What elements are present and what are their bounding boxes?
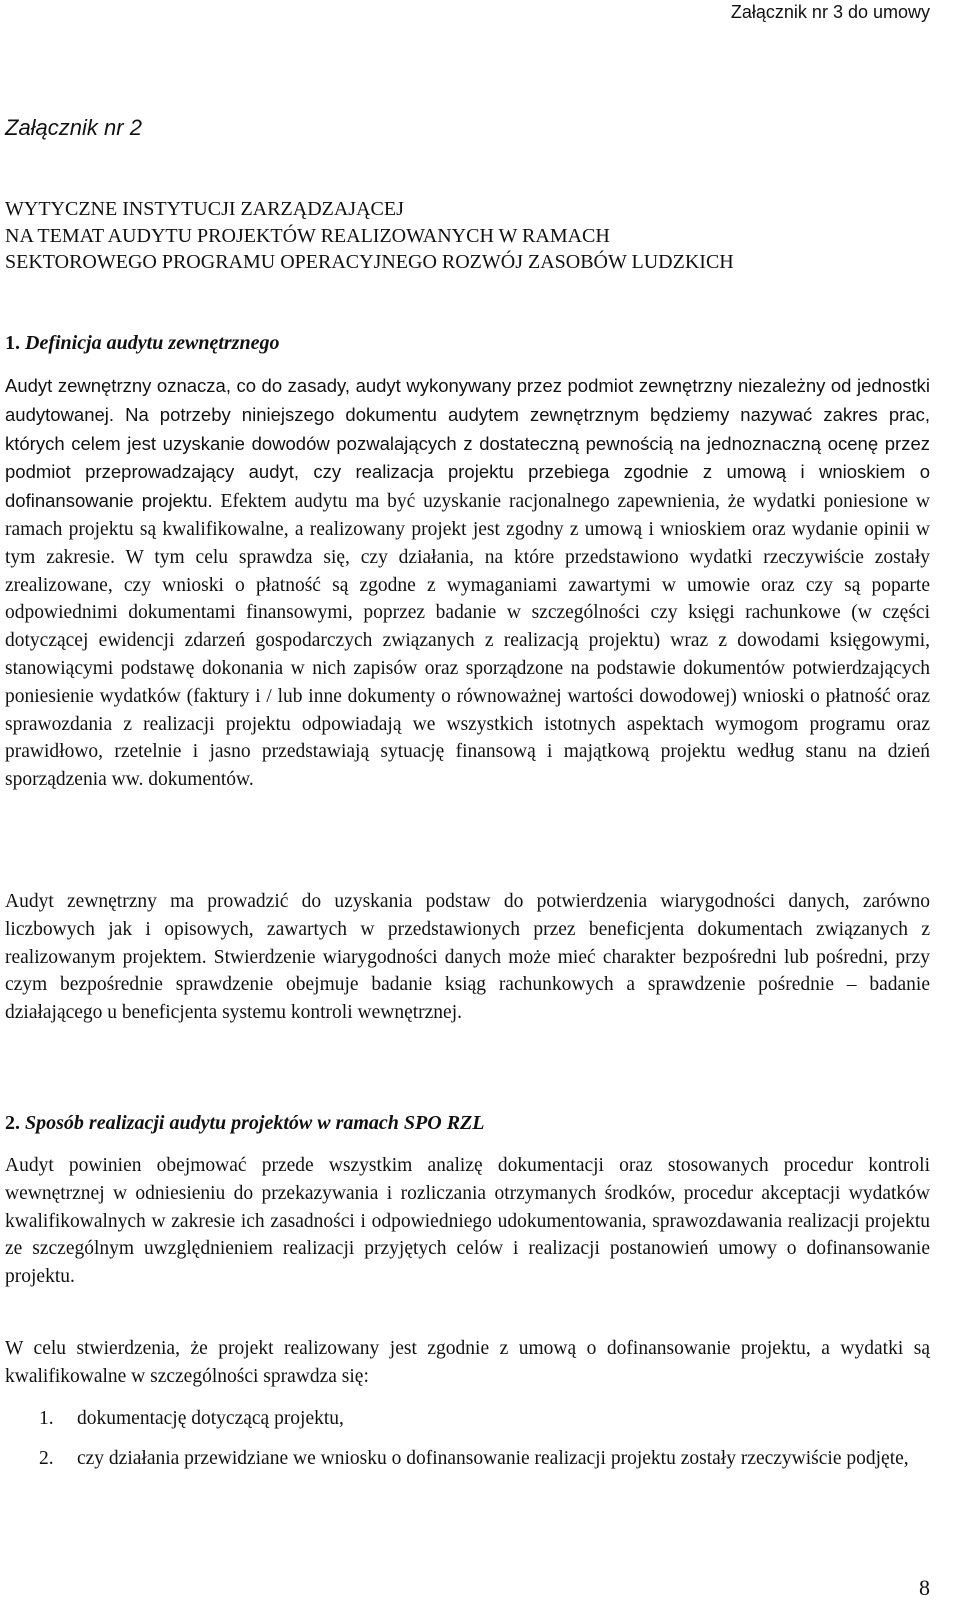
document-page (5, 0, 930, 1613)
list-item-marker: 2. (39, 1447, 54, 1469)
section-1-paragraph-1 (5, 372, 930, 794)
section-2-heading (5, 1110, 484, 1136)
section-1-number: 1. (5, 332, 20, 354)
list-item-marker: 1. (39, 1408, 54, 1429)
guideline-title (5, 196, 734, 276)
section-1-title: Definicja audytu zewnętrznego (25, 332, 280, 354)
list-item (5, 1405, 930, 1433)
guideline-title-line-3: SEKTOROWEGO PROGRAMU OPERACYJNEGO ROZWÓJ ZASOBÓW LUDZKICH (5, 251, 734, 273)
guideline-title-line-2: NA TEMAT AUDYTU PROJEKTÓW REALIZOWANYCH W RAMACH (5, 224, 610, 247)
section-1-paragraph-1-rest: Efektem audytu ma być uzyskanie racjonalnego zapewnienia, że wydatki poniesione w ramach projektu są kwalifikowalne, a realizowany projekt jest zgodny z umową i wnioskiem oraz wydanie opinii w tym zakresie. W tym celu sprawdza się, czy działania, na które przedstawiono wydatki rzeczywiście zostały zrealizowane, czy wnioski o płatność są zgodne z wymaganiami zawartymi w umowie oraz czy są poparte odpowiednimi dokumentami finansowymi, poprzez badanie w szczególności czy księgi rachunkowe (w części dotyczącej ewidencji zdarzeń gospodarczych związanych z realizacją projektu) wraz z dowodami księgowymi, stanowiącymi podstawę dokonania w nich zapisów oraz sporządzone na podstawie dokumentów potwierdzających poniesienie wydatków (faktury i / lub inne dokumenty o równoważnej wartości dowodowej) wnioski o płatność oraz sprawozdania z realizacji projektu odpowiadają we wszystkich istotnych aspektach wymogom programu oraz prawidłowo, rzetelnie i jasno przedstawiają sytuację finansową i majątkową projektu według stanu na dzień sporządzenia ww. dokumentów. (5, 491, 930, 791)
verification-list (5, 1405, 930, 1472)
section-1-paragraph-2: Audyt zewnętrzny ma prowadzić do uzyskania podstaw do potwierdzenia wiarygodności danych, zarówno liczbowych jak i opisowych, zawartych w przedstawionych przez beneficjenta dokumentach związanych z realizowanym projektem. Stwierdzenie wiarygodności danych może mieć charakter bezpośredni lub pośredni, przy czym bezpośrednie sprawdzenie obejmuje badanie ksiąg rachunkowych a sprawdzenie pośrednie – badanie działającego u beneficjenta systemu kontroli wewnętrznej. (5, 891, 930, 1024)
guideline-title-line-1: WYTYCZNE INSTYTUCJI ZARZĄDZAJĄCEJ (5, 198, 404, 220)
section-1-heading (5, 330, 279, 356)
section-2-number: 2. (5, 1112, 20, 1134)
list-item-text: czy działania przewidziane we wniosku o dofinansowanie realizacji projektu zostały rzeczywiście podjęte, (77, 1447, 909, 1469)
section-1-paragraph-1-lead: Audyt zewnętrzny oznacza, co do zasady, audyt wykonywany przez podmiot zewnętrzny niezależny od jednostki audytowanej. Na potrzeby niniejszego dokumentu audytem zewnętrznym będziemy nazywać zakres prac, których celem jest uzyskanie dowodów pozwalających z dostateczną pewnością na jednoznaczną ocenę przez podmiot przeprowadzający audyt, czy realizacja projektu przebiega zgodnie z umową i wnioskiem o dofinansowanie projektu. (5, 375, 930, 512)
annex-title: Załącznik nr 2 (5, 115, 142, 140)
list-item (5, 1445, 930, 1473)
section-2-title: Sposób realizacji audytu projektów w ramach SPO RZL (25, 1112, 485, 1134)
page-number: 8 (919, 1575, 930, 1600)
section-2-paragraph-1: Audyt powinien obejmować przede wszystkim analizę dokumentacji oraz stosowanych procedur kontroli wewnętrznej w odniesieniu do przekazywania i rozliczania otrzymanych środków, procedur akceptacji wydatków kwalifikowalnych w zakresie ich zasadności i odpowiedniego udokumentowania, sprawozdawania realizacji projektu ze szczególnym uwzględnieniem realizacji przyjętych celów i realizacji postanowień umowy o dofinansowanie projektu. (5, 1155, 930, 1288)
annex-reference-header: Załącznik nr 3 do umowy (730, 2, 930, 22)
list-item-text: dokumentację dotyczącą projektu, (77, 1408, 344, 1429)
section-2-paragraph-2: W celu stwierdzenia, że projekt realizowany jest zgodnie z umową o dofinansowanie projektu, a wydatki są kwalifikowalne w szczególności sprawdza się: (5, 1338, 930, 1387)
